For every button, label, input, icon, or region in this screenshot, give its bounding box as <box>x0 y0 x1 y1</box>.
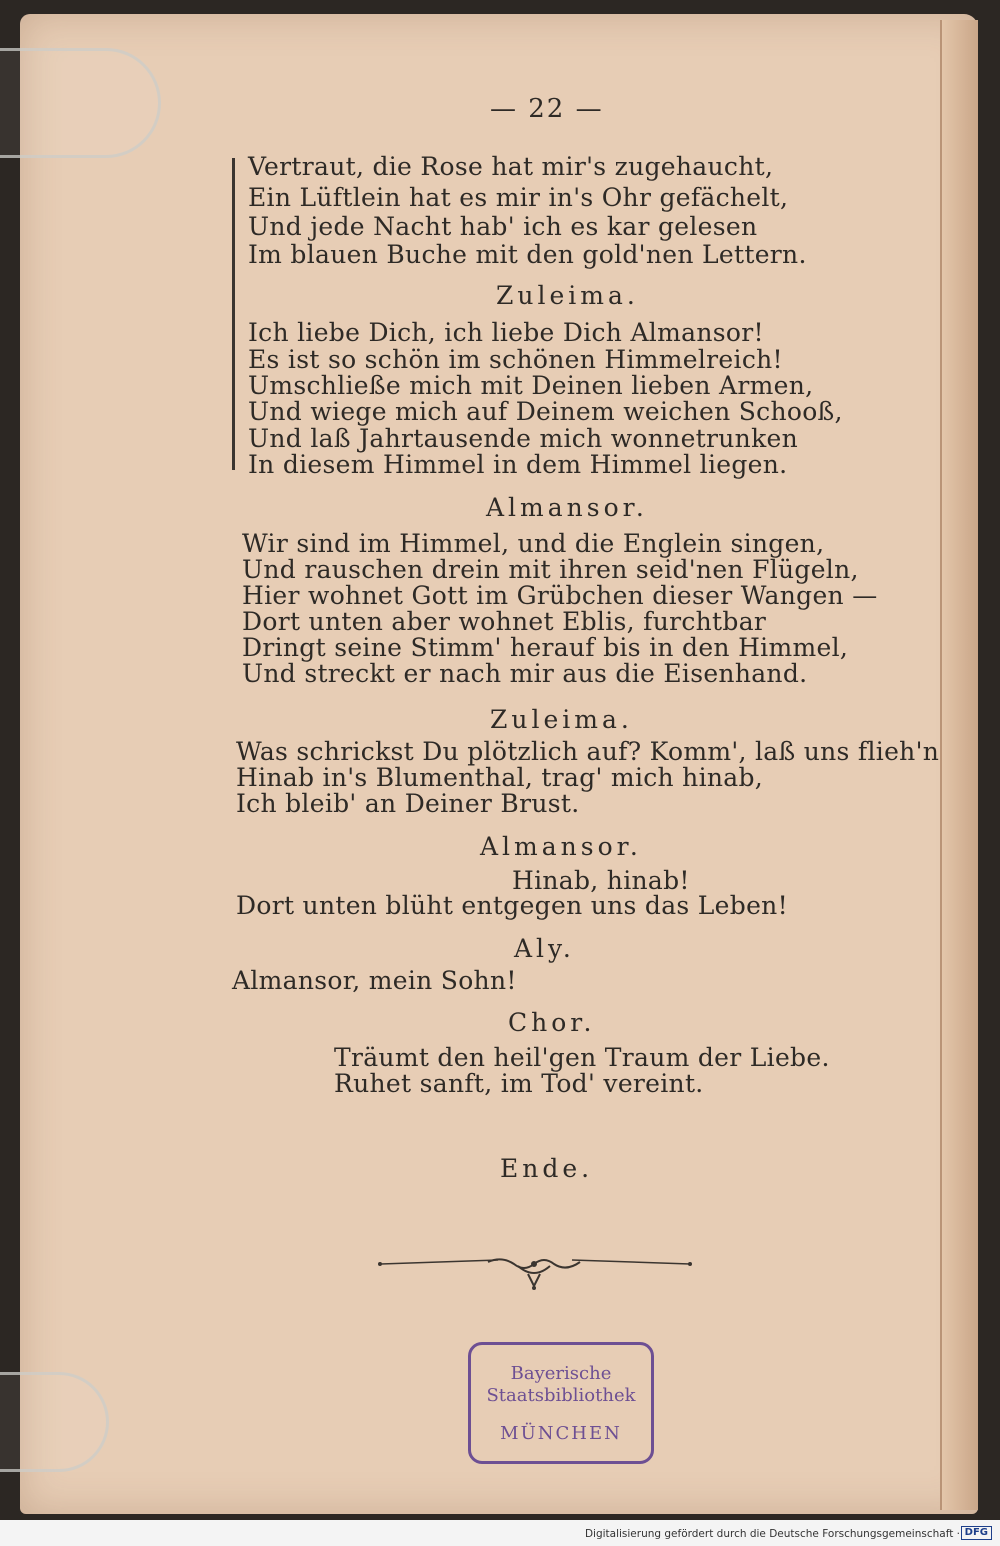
verse-line: Und streckt er nach mir aus die Eisenhand. <box>242 659 808 688</box>
verse-line: Hier wohnet Gott im Grübchen dieser Wangen — <box>242 581 878 610</box>
speaker-heading: Almansor. <box>486 493 648 522</box>
verse-line: Wir sind im Himmel, und die Englein singen, <box>242 529 825 558</box>
stamp-line: MÜNCHEN <box>500 1423 622 1444</box>
verse-line: Umschließe mich mit Deinen lieben Armen, <box>248 371 814 400</box>
verse-line: Dringt seine Stimm' herauf bis in den Himmel, <box>242 633 849 662</box>
speaker-heading: Zuleima. <box>496 281 639 310</box>
verse-line: Was schrickst Du plötzlich auf? Komm', laß uns flieh'n <box>236 737 940 766</box>
footer-credit: Digitalisierung gefördert durch die Deutsche Forschungsgemeinschaft · <box>584 1528 960 1540</box>
speaker-heading: Zuleima. <box>490 705 633 734</box>
dfg-logo: DFG <box>961 1526 992 1540</box>
verse-line: Ich liebe Dich, ich liebe Dich Almansor! <box>248 318 764 347</box>
speaker-heading: Aly. <box>514 934 575 963</box>
margin-bracket <box>232 158 235 470</box>
verse-line: Ruhet sanft, im Tod' vereint. <box>334 1069 704 1098</box>
page-number: — 22 — <box>490 94 604 124</box>
verse-line: In diesem Himmel in dem Himmel liegen. <box>248 450 788 479</box>
verse-line: Dort unten blüht entgegen uns das Leben! <box>236 891 788 920</box>
verse-line: Ich bleib' an Deiner Brust. <box>236 789 580 818</box>
verse-line: Und jede Nacht hab' ich es kar gelesen <box>248 212 758 241</box>
footer-bar <box>0 1520 1000 1546</box>
speaker-heading: Almansor. <box>480 832 642 861</box>
page-clip-bottom <box>0 1372 109 1472</box>
verse-line: Hinab in's Blumenthal, trag' mich hinab, <box>236 763 764 792</box>
verse-line: Träumt den heil'gen Traum der Liebe. <box>334 1043 830 1072</box>
verse-line: Und laß Jahrtausende mich wonnetrunken <box>248 424 799 453</box>
verse-line: Dort unten aber wohnet Eblis, furchtbar <box>242 607 767 636</box>
verse-line: Es ist so schön im schönen Himmelreich! <box>248 345 783 374</box>
verse-line: Almansor, mein Sohn! <box>232 966 517 995</box>
library-stamp <box>468 1342 654 1464</box>
ende-heading: Ende. <box>500 1154 594 1183</box>
page-clip-top <box>0 48 161 158</box>
speaker-heading: Chor. <box>508 1008 596 1037</box>
verse-line: Im blauen Buche mit den gold'nen Lettern. <box>248 240 807 269</box>
page-edge <box>940 20 978 1510</box>
verse-line: Ein Lüftlein hat es mir in's Ohr gefächelt, <box>248 183 789 212</box>
stamp-line: Bayerische <box>510 1363 612 1384</box>
stamp-line: Staatsbibliothek <box>486 1385 636 1406</box>
ornament-divider <box>378 1250 692 1294</box>
verse-line: Vertraut, die Rose hat mir's zugehaucht, <box>248 152 774 181</box>
verse-line: Hinab, hinab! <box>512 866 690 895</box>
verse-line: Und rauschen drein mit ihren seid'nen Flügeln, <box>242 555 859 584</box>
verse-line: Und wiege mich auf Deinem weichen Schooß, <box>248 397 843 426</box>
